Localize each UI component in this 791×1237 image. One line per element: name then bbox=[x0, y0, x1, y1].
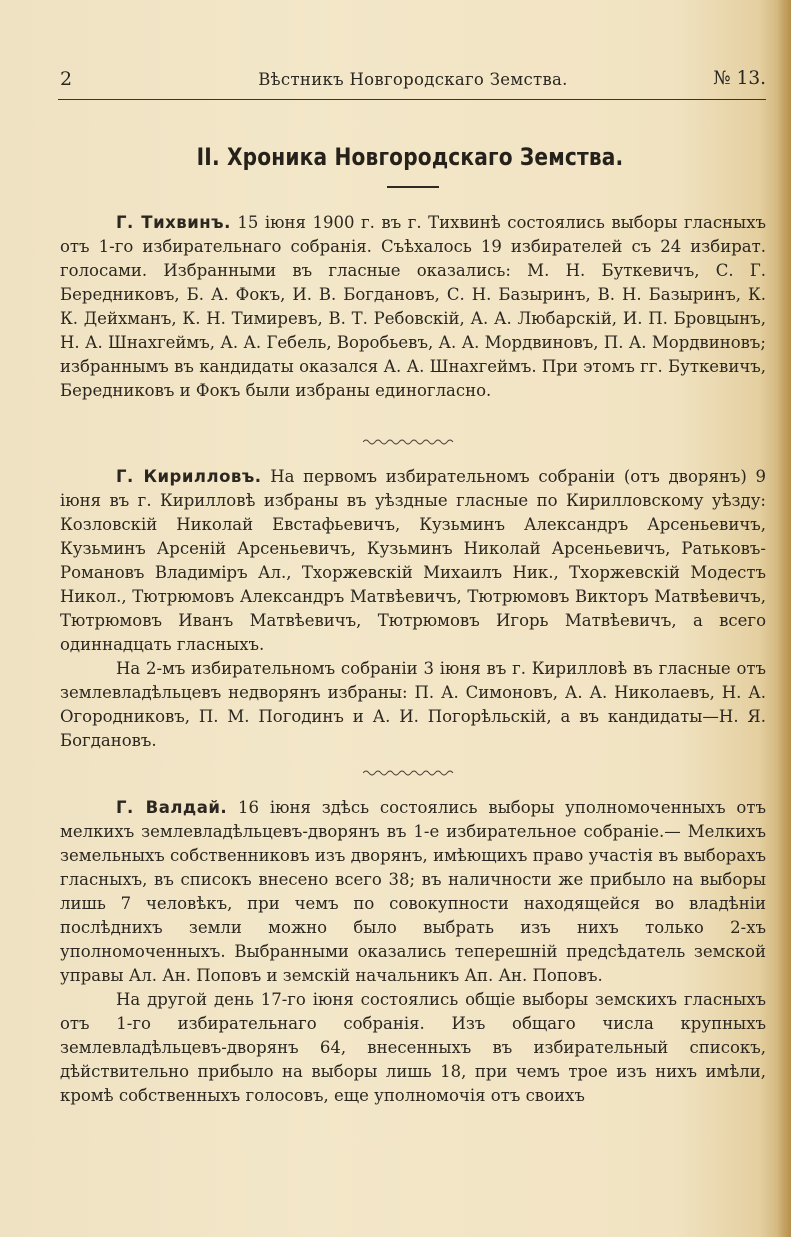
paragraph-text: 16 іюня здѣсь состоялись выборы уполномоченныхъ отъ мелкихъ землевладѣльцевъ-дворянъ въ 1-е избирательное собраніе.— Мелкихъ земельныхъ собственниковъ изъ дворянъ, имѣющихъ право участія въ выборахъ гласныхъ, въ списокъ внесено всего 38; въ наличности же прибыло на выборы лишь 7 человѣкъ, при чемъ по совокупности находящейся во владѣніи послѣднихъ земли можно было выбрать изъ нихъ только 2-хъ уполномоченныхъ. Выбранными оказались теперешній предсѣдатель земской управы Ал. Ан. Поповъ и земскій начальникъ Ап. Ан. Поповъ. bbox=[60, 798, 766, 985]
place-name: Г. Тихвинъ. bbox=[116, 213, 231, 232]
place-name: Г. Валдай. bbox=[116, 798, 228, 817]
paragraph bbox=[60, 657, 766, 753]
paragraph bbox=[60, 988, 766, 1108]
issue-number: № 13. bbox=[713, 68, 766, 89]
section-separator bbox=[363, 769, 455, 777]
journal-title: Вѣстникъ Новгородскаго Земства. bbox=[258, 70, 568, 89]
place-name: Г. Кирилловъ. bbox=[116, 467, 262, 486]
page-edge-shadow bbox=[777, 0, 791, 1237]
paragraph bbox=[60, 796, 766, 988]
header-rule bbox=[58, 99, 766, 100]
section-separator bbox=[363, 438, 455, 446]
paragraph-text: На другой день 17-го іюня состоялись общіе выборы земскихъ гласныхъ отъ 1-го избирательнаго собранія. Изъ общаго числа крупныхъ землевладѣльцевъ-дворянъ 64, внесенныхъ въ избирательный списокъ, дѣйствительно прибыло на выборы лишь 18, при чемъ трое изъ нихъ имѣли, кромѣ собственныхъ голосовъ, еще уполномочія отъ своихъ bbox=[60, 990, 766, 1105]
paragraph-text: 15 іюня 1900 г. въ г. Тихвинѣ состоялись выборы гласныхъ отъ 1-го избирательнаго собранія. Съѣхалось 19 избирателей съ 24 избират. голосами. Избранными въ гласные оказались: М. Н. Буткевичъ, С. Г. Бередниковъ, Б. А. Фокъ, И. В. Богдановъ, С. Н. Базыринъ, В. Н. Базыринъ, К. К. Дейхманъ, К. Н. Тимиревъ, В. Т. Ребовскій, А. А. Любарскій, И. П. Бровцынъ, Н. А. Шнахгеймъ, А. А. Гебель, Воробьевъ, А. А. Мордвиновъ, П. А. Мордвиновъ; избраннымъ въ кандидаты оказался А. А. Шнахгеймъ. При этомъ гг. Буткевичъ, Бередниковъ и Фокъ были избраны единогласно. bbox=[60, 213, 766, 400]
entry-tikhvin bbox=[60, 211, 766, 403]
section-title: II. Хроника Новгородскаго Земства. bbox=[196, 143, 624, 171]
paragraph bbox=[60, 465, 766, 657]
entry-kirillov bbox=[60, 465, 766, 753]
paragraph-text: На первомъ избирательномъ собраніи (отъ дворянъ) 9 іюня въ г. Кирилловѣ избраны въ уѣздные гласные по Кирилловскому уѣзду: Козловскій Николай Евстафьевичъ, Кузьминъ Александръ Арсеньевичъ, Кузьминъ Арсеній Арсеньевичъ, Кузьминъ Николай Арсеньевичъ, Ратьковъ-Романовъ Владиміръ Ал., Тхоржевскій Михаилъ Ник., Тхоржевскій Модестъ Никол., Тютрюмовъ Александръ Матвѣевичъ, Тютрюмовъ Викторъ Матвѣевичъ, Тютрюмовъ Иванъ Матвѣевичъ, Тютрюмовъ Игорь Матвѣевичъ, а всего одиннадцать гласныхъ. bbox=[60, 467, 766, 654]
page-number: 2 bbox=[60, 68, 73, 90]
paragraph-text: На 2-мъ избирательномъ собраніи 3 іюня въ г. Кирилловѣ въ гласные отъ землевладѣльцевъ недворянъ избраны: П. А. Симоновъ, А. А. Николаевъ, Н. А. Огородниковъ, П. М. Погодинъ и А. И. Погорѣльскій, а въ кандидаты—Н. Я. Богдановъ. bbox=[60, 659, 766, 750]
paragraph bbox=[60, 211, 766, 403]
entry-valdai bbox=[60, 796, 766, 1108]
title-underline bbox=[387, 186, 439, 188]
running-header bbox=[60, 68, 766, 94]
